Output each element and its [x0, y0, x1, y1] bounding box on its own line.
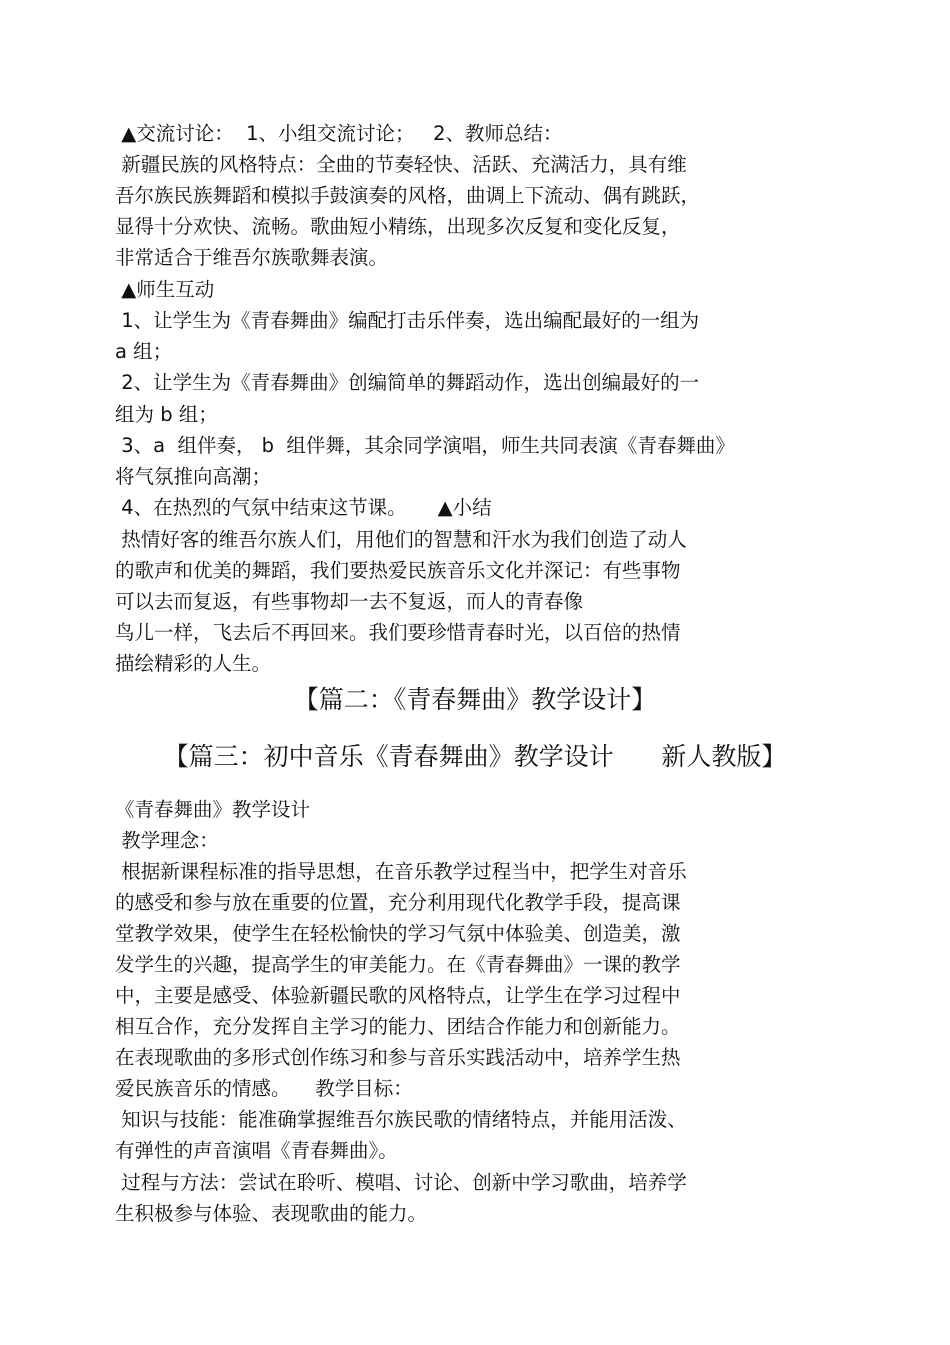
section-heading-2: 【篇二：《青春舞曲》教学设计】	[293, 685, 657, 714]
text-line: 吾尔族民族舞蹈和模拟手鼓演奏的风格，曲调上下流动、偶有跳跃，	[115, 184, 701, 207]
text-line: 爱民族音乐的情感。 教学目标：	[115, 1077, 413, 1100]
text-line: 有弹性的声音演唱《青春舞曲》。	[115, 1139, 398, 1162]
text-line: 显得十分欢快、流畅。歌曲短小精练，出现多次反复和变化反复，	[115, 215, 681, 238]
text-line: 3、a 组伴奏， b 组伴舞，其余同学演唱，师生共同表演《青春舞曲》	[115, 434, 735, 457]
text-line: 新疆民族的风格特点：全曲的节奏轻快、活跃、充满活力，具有维	[115, 153, 687, 176]
text-line: ▲师生互动	[115, 278, 215, 301]
text-line: 中，主要是感受、体验新疆民歌的风格特点，让学生在学习过程中	[115, 984, 681, 1007]
text-line: 在表现歌曲的多形式创作练习和参与音乐实践活动中，培养学生热	[115, 1046, 681, 1069]
text-line: 过程与方法：尝试在聆听、模唱、讨论、创新中学习歌曲，培养学	[115, 1171, 687, 1194]
text-line: 热情好客的维吾尔族人们，用他们的智慧和汗水为我们创造了动人	[115, 528, 687, 551]
text-line: 的歌声和优美的舞蹈，我们要热爱民族音乐文化并深记：有些事物	[115, 559, 681, 582]
text-line: 将气氛推向高潮；	[115, 465, 272, 488]
text-line: 教学理念：	[115, 829, 219, 852]
text-line: 4、在热烈的气氛中结束这节课。 ▲小结	[115, 496, 492, 519]
text-line: 知识与技能：能准确掌握维吾尔族民歌的情绪特点，并能用活泼、	[115, 1108, 687, 1131]
text-line: 生积极参与体验、表现歌曲的能力。	[115, 1202, 428, 1225]
text-line: 1、让学生为《青春舞曲》编配打击乐伴奏，选出编配最好的一组为	[115, 309, 700, 332]
text-line: 鸟儿一样，飞去后不再回来。我们要珍惜青春时光，以百倍的热情	[115, 621, 681, 644]
text-line: 堂教学效果，使学生在轻松愉快的学习气氛中体验美、创造美，激	[115, 922, 681, 945]
text-line: 相互合作，充分发挥自主学习的能力、团结合作能力和创新能力。	[115, 1015, 681, 1038]
text-line: 根据新课程标准的指导思想，在音乐教学过程当中，把学生对音乐	[115, 860, 687, 883]
text-line: 发学生的兴趣，提高学生的审美能力。在《青春舞曲》一课的教学	[115, 953, 681, 976]
section-heading-3: 【篇三：初中音乐《青春舞曲》教学设计 新人教版】	[163, 742, 787, 771]
text-line: 可以去而复返，有些事物却一去不复返，而人的青春像	[115, 590, 584, 613]
text-line: 非常适合于维吾尔族歌舞表演。	[115, 246, 389, 269]
text-line: 描绘精彩的人生。	[115, 652, 272, 675]
text-line: 2、让学生为《青春舞曲》创编简单的舞蹈动作，选出创编最好的一	[115, 371, 700, 394]
text-line: 《青春舞曲》教学设计	[115, 798, 311, 821]
text-line: 的感受和参与放在重要的位置，充分利用现代化教学手段，提高课	[115, 891, 681, 914]
text-line: ▲交流讨论： 1、小组交流讨论； 2、教师总结：	[115, 122, 563, 145]
text-line: a 组；	[115, 340, 173, 363]
text-line: 组为 b 组；	[115, 403, 218, 426]
